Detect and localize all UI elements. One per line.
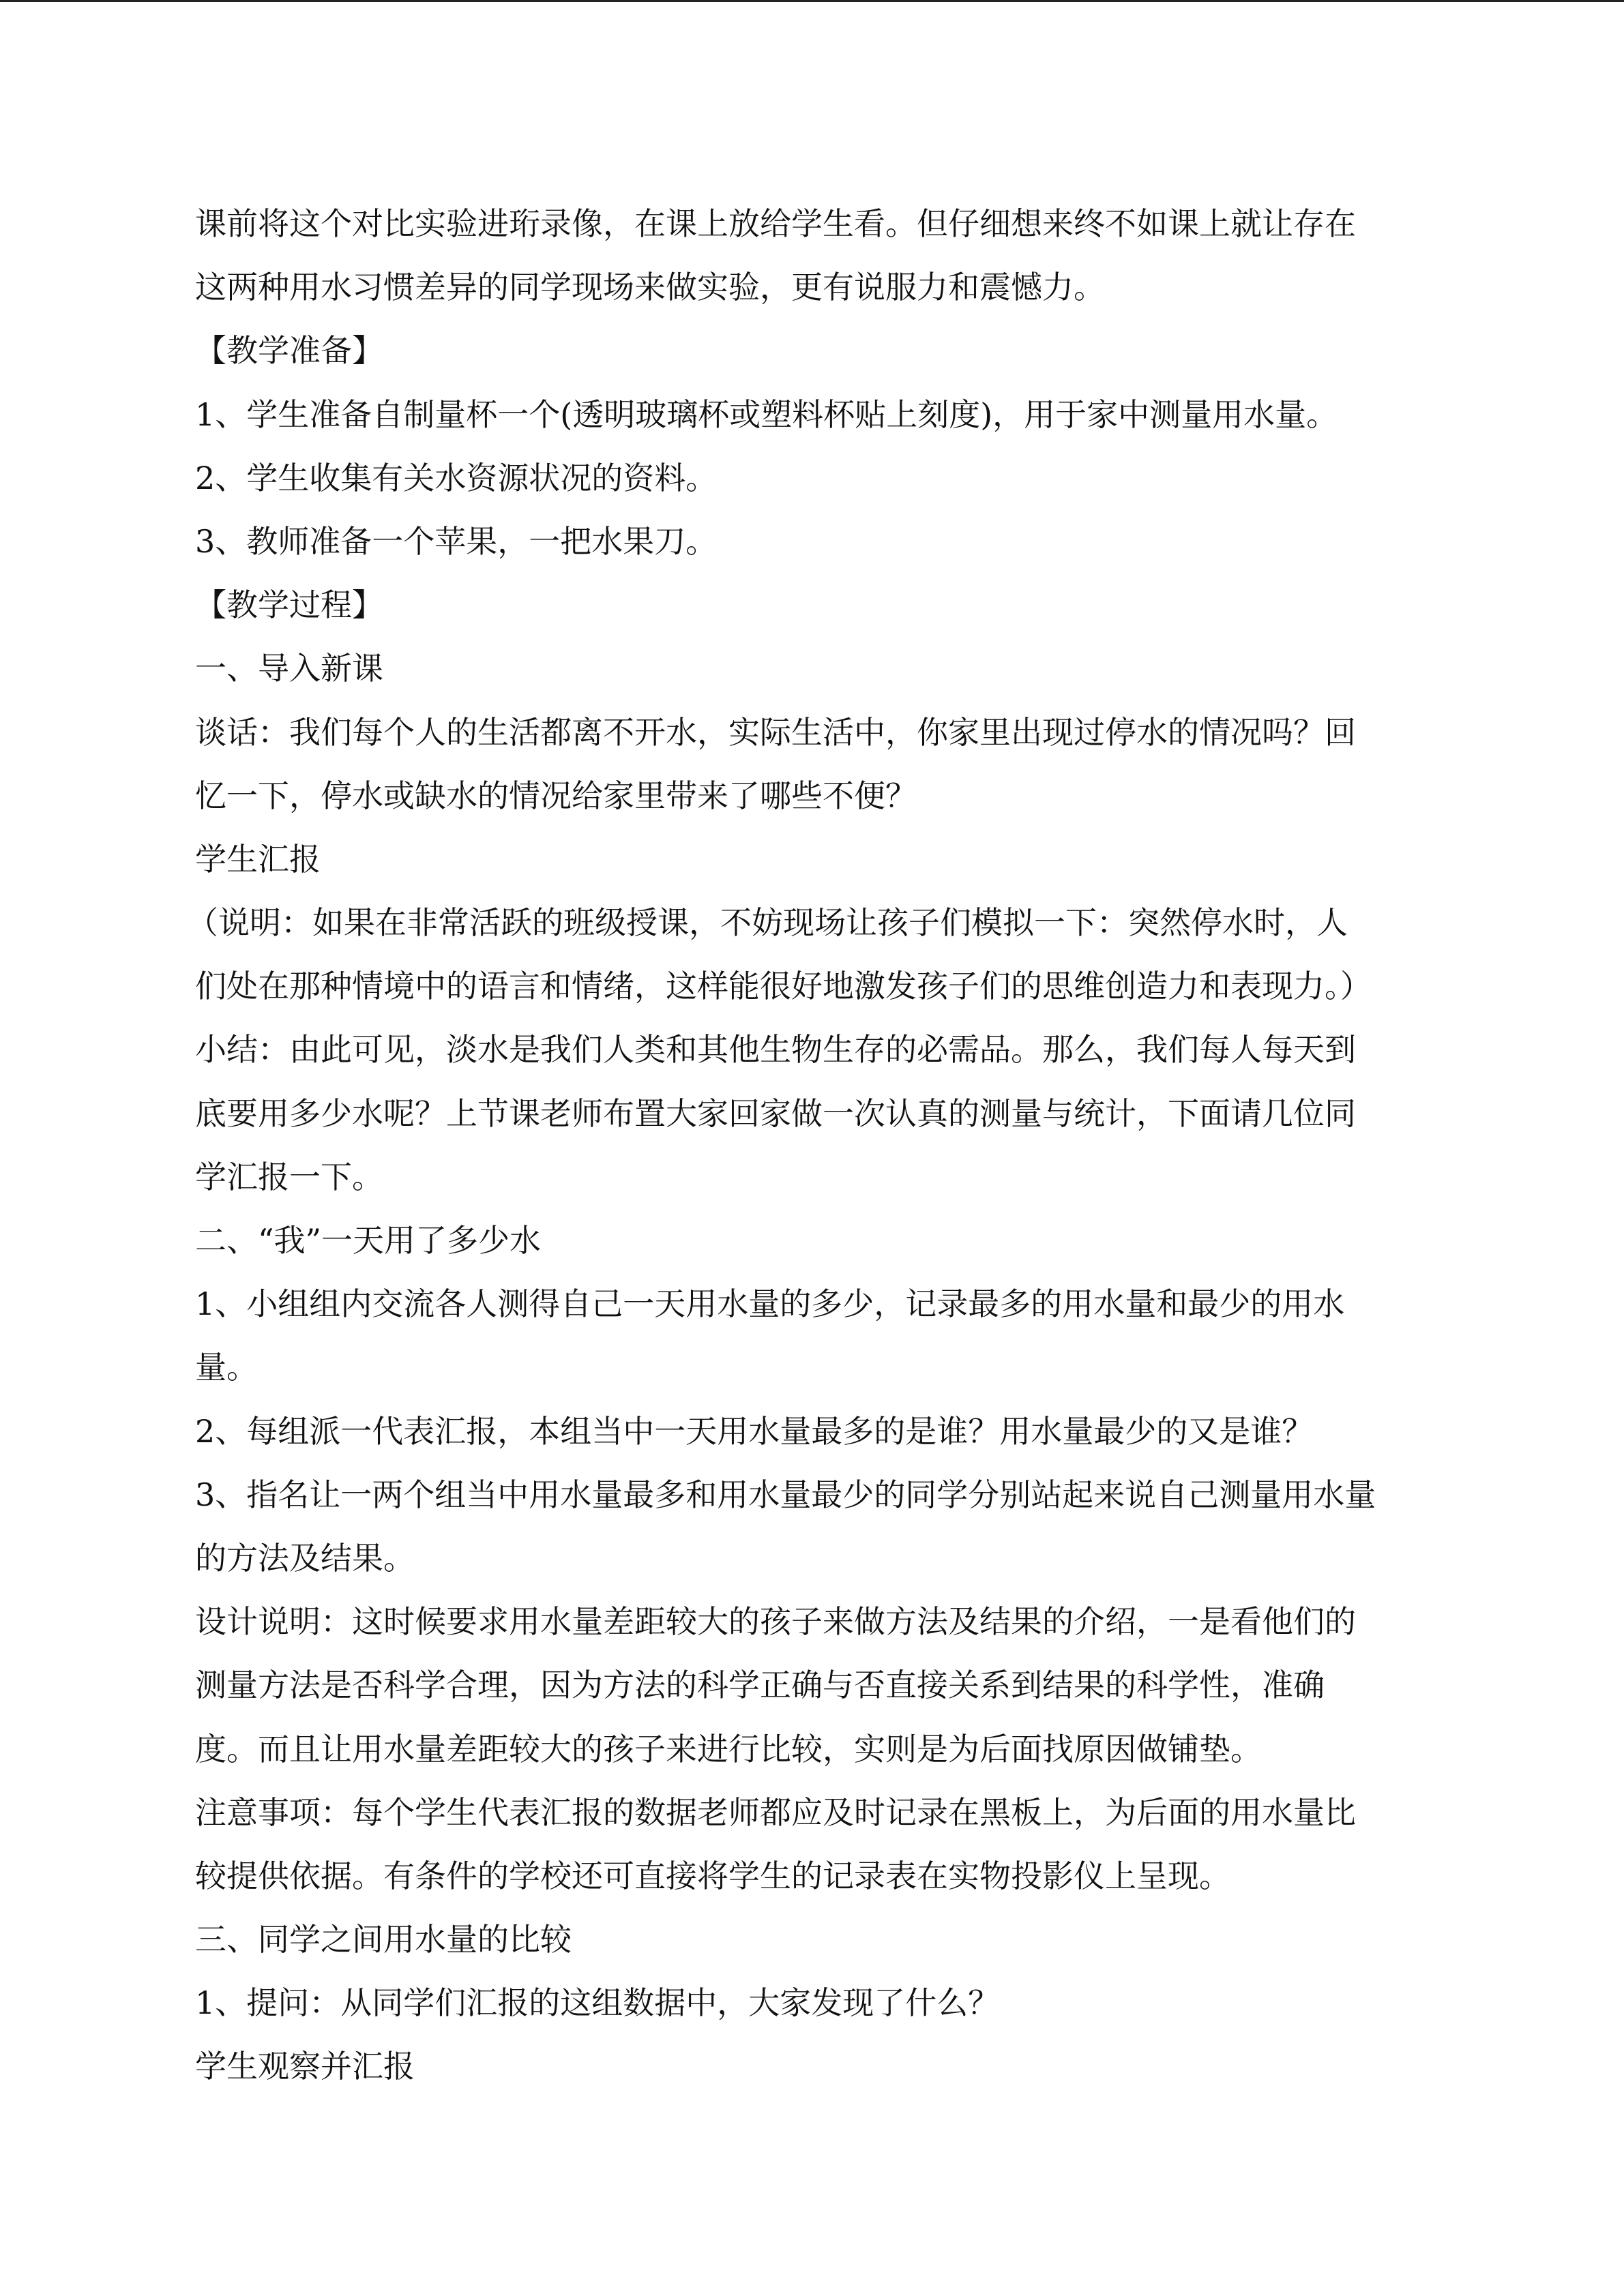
page-top-border (0, 0, 1624, 2)
document-page (187, 192, 1430, 2099)
paragraph-line-design-1: 设计说明：这时候要求用水量差距较大的孩子来做方法及结果的介绍，一是看他们的 (195, 1603, 1356, 1641)
section-heading-preparation: 【教学准备】 (195, 332, 383, 370)
paragraph-line-design-2: 测量方法是否科学合理，因为方法的科学正确与否直接关系到结果的科学性，准确 (195, 1667, 1325, 1704)
list-item-2: 2、学生收集有关水资源状况的资料。 (195, 459, 718, 496)
paragraph-line-talk-1: 谈话：我们每个人的生活都离不开水，实际生活中，你家里出现过停水的情况吗？回 (195, 713, 1356, 751)
list-item-group-3b: 的方法及结果。 (195, 1539, 415, 1577)
paragraph-line-note-1: （说明：如果在非常活跃的班级授课，不妨现场让孩子们模拟一下：突然停水时，人 (187, 904, 1348, 942)
section-heading-process: 【教学过程】 (195, 586, 383, 624)
paragraph-line-observe: 学生观察并汇报 (195, 2048, 415, 2085)
list-item-3: 3、教师准备一个苹果，一把水果刀。 (195, 522, 718, 560)
list-item-1: 1、学生准备自制量杯一个(透明玻璃杯或塑料杯贴上刻度)，用于家中测量用水量。 (195, 396, 1338, 433)
paragraph-line-caution-2: 较提供依据。有条件的学校还可直接将学生的记录表在实物投影仪上呈现。 (195, 1857, 1230, 1894)
paragraph-line-2: 这两种用水习惯差异的同学现场来做实验，更有说服力和震憾力。 (195, 269, 1105, 306)
list-item-group-1b: 量。 (195, 1349, 258, 1386)
paragraph-line-1: 课前将这个对比实验进珩录像，在课上放给学生看。但仔细想来终不如课上就让存在 (195, 205, 1356, 242)
list-item-group-3a: 3、指名让一两个组当中用水量最多和用水量最少的同学分别站起来说自己测量用水量 (195, 1476, 1376, 1513)
paragraph-line-caution-1: 注意事项：每个学生代表汇报的数据老师都应及时记录在黑板上，为后面的用水量比 (195, 1793, 1356, 1831)
paragraph-line-talk-2: 忆一下，停水或缺水的情况给家里带来了哪些不便？ (195, 777, 917, 814)
paragraph-line-design-3: 度。而且让用水量差距较大的孩子来进行比较，实则是为后面找原因做铺垫。 (195, 1730, 1262, 1768)
paragraph-line-report: 学生汇报 (195, 840, 321, 878)
list-item-group-1a: 1、小组组内交流各人测得自己一天用水量的多少，记录最多的用水量和最少的用水 (195, 1285, 1345, 1323)
subsection-heading-compare: 三、同学之间用水量的比较 (195, 1921, 572, 1958)
subsection-heading-intro: 一、导入新课 (195, 650, 383, 687)
paragraph-line-summary-3: 学汇报一下。 (195, 1158, 383, 1195)
paragraph-line-summary-2: 底要用多少水呢？上节课老师布置大家回家做一次认真的测量与统计，下面请几位同 (195, 1094, 1356, 1132)
paragraph-line-note-2: 们处在那种情境中的语言和情绪，这样能很好地激发孩子们的思维创造力和表现力。） (195, 968, 1372, 1005)
paragraph-line-summary-1: 小结：由此可见，淡水是我们人类和其他生物生存的必需品。那么，我们每人每天到 (195, 1031, 1356, 1069)
subsection-heading-usage: 二、“我”一天用了多少水 (195, 1222, 542, 1259)
list-item-group-2: 2、每组派一代表汇报，本组当中一天用水量最多的是谁？用水量最少的又是谁？ (195, 1412, 1314, 1450)
list-item-question-1: 1、提问：从同学们汇报的这组数据中，大家发现了什么？ (195, 1984, 1000, 2022)
